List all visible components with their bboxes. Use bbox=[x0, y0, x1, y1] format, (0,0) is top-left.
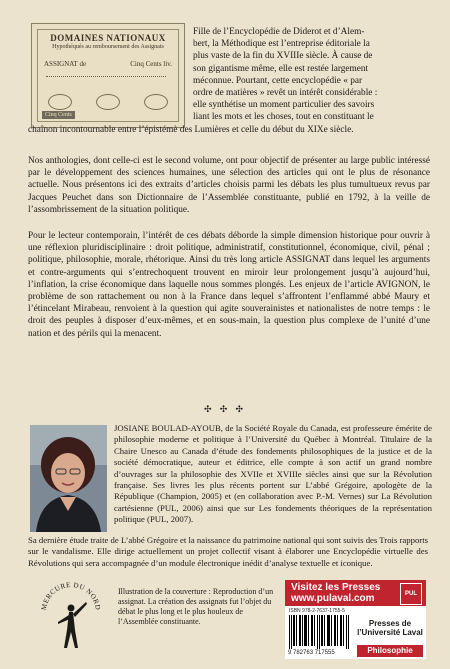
intro-line: son gigantisme même, elle est restée largement bbox=[193, 63, 369, 74]
assignat-frame bbox=[37, 29, 179, 122]
publisher-banner bbox=[285, 580, 426, 606]
assignat-amount-right: Cinq Cents liv. bbox=[130, 60, 172, 68]
publisher-name: Presses de l’Université Laval bbox=[357, 619, 423, 637]
intro-line: liant les mots et les choses, tout en constituant le bbox=[193, 112, 374, 123]
publisher-visit-text: Visitez les Presses bbox=[291, 582, 381, 593]
intro-last-line: chaînon incontournable entre l’épistémè des Lumières et celle du début du XIXe siècle. bbox=[28, 125, 354, 135]
barcode-number: 9 782763 717555 bbox=[288, 650, 335, 656]
assignat-illustration bbox=[31, 23, 185, 128]
barcode-panel bbox=[285, 606, 426, 659]
intro-paragraph bbox=[193, 26, 429, 124]
seal-icon bbox=[96, 94, 120, 110]
intro-line: Fille de l’Encyclopédie de Diderot et d’Alem- bbox=[193, 27, 365, 37]
assignat-amount bbox=[44, 60, 172, 68]
assignat-title: DOMAINES NATIONAUX bbox=[50, 33, 166, 43]
collection-logo bbox=[40, 582, 102, 654]
assignat-subtitle: Hypothéqués au remboursement des Assignats bbox=[52, 44, 164, 50]
intro-line: elle synthétise un moment particulier des savoirs bbox=[193, 100, 375, 111]
barcode-icon bbox=[288, 615, 352, 649]
seal-icon bbox=[48, 94, 72, 110]
pul-logo-icon: PUL bbox=[400, 583, 422, 605]
publisher-url: www.pulaval.com bbox=[291, 593, 375, 604]
author-bio: JOSIANE BOULAD-AYOUB, de la Société Royale du Canada, est professeure émérite de philosophie moderne et politique à l’Université du Québec à Montréal. Titulaire de la Chaire Unesco au Canada d’étude des fondements philosophiques de la justice et de la société démocratique, auteur et éditrice, elle compte à son actif un grand nombre d’ouvrages sur la philosophie des XVIIe et XVIIIe siècles ainsi que sur la Révolution française. Ses livres les plus récents portent sur L’abbé Grégoire, apologète de la République (Champion, 2005) et (en collaboration avec P.-M. Vernes) sur La Révolution cartésienne (PUL, 2006) ainsi que sur Les fondements théoriques de la représentation politique (PUL, 2007). bbox=[114, 423, 432, 525]
assignat-seals bbox=[48, 92, 168, 110]
mercury-figure-icon bbox=[58, 602, 87, 648]
intro-line: ordre de matières » revêt un intérêt considérable : bbox=[193, 88, 378, 99]
author-bio-continued: Sa dernière étude traite de L’abbé Grégoire et la naissance du patrimoine national qui sont suivis des Trois rapports sur le vandalisme. Elle dirige actuellement un projet collectif visant à élaborer une Encyclopédie virtuelle des Révolutions qui sera accompagnée d’un module électronique inédit d’analyse textuelle et iconique. bbox=[28, 535, 428, 568]
cover-illustration-caption: Illustration de la couverture : Reproduction d’un assignat. La création des assignats fut l’objet du débat le plus long et le plus houleux de l’Assemblée constituante. bbox=[118, 587, 274, 626]
seal-icon bbox=[144, 94, 168, 110]
intro-line: plus vaste de la fin du XVIIIe siècle. À cause de bbox=[193, 51, 373, 62]
anthology-paragraph: Nos anthologies, dont celle-ci est le second volume, ont pour objectif de présenter au large public intéressé par le développement des sciences humaines, une sélection des articles qui ont le plus de résonance actuelle. Nous présentons ici des extraits d’articles choisis parmi les débats les plus tumultueux revus par Jacques Peuchet dans son Dictionnaire de l’Assemblée constituante, publié en 1792, à la veille de l’assombrissement de la situation politique. bbox=[28, 156, 430, 215]
collection-tag: Philosophie bbox=[357, 645, 423, 657]
intro-line: bert, la Méthodique est l’entreprise éditoriale la bbox=[193, 39, 370, 50]
isbn-label: ISBN 978-2-7637-1755-5 bbox=[289, 608, 345, 614]
section-separator: ✣ ✣ ✣ bbox=[203, 404, 247, 414]
collection-logo-text: MERCURE DU NORD bbox=[40, 582, 102, 611]
debates-paragraph: Pour le lecteur contemporain, l’intérêt de ces débats déborde la simple dimension historique pour ouvrir à une réflexion pluridisciplinaire : droit politique, administratif, constitutionnel, économique, civil, pénal ; politique, philosophie, morale, rhétorique. Ainsi du très long article ASSIGNAT dans lequel les arguments et contre-arguments qui s’entrechoquent trouvent en miroir leur prolongement jusqu’à aujourd’hui, l’inflation, la crise économique dans laquelle nous sommes plongés. Les enjeux de l’article AVIGNON, le problème de son rattachement ou non à la France dans lequel s’affrontent l’enflammé abbé Maury et l’étincelant Mirabeau, renvoient à la question qui agite souverainistes et nationalistes de notre temps : le droit des peuples à disposer d’eux-mêmes, et en sous-main, la question plus complexe de l’unité d’une nation et des périls qui la menacent. bbox=[28, 231, 430, 339]
intro-line: méconnue. Pourtant, cette encyclopédie « par bbox=[193, 75, 363, 86]
assignat-footer: Cinq Cents bbox=[42, 111, 75, 119]
assignat-amount-left: ASSIGNAT de bbox=[44, 60, 87, 68]
author-photo bbox=[30, 425, 107, 532]
assignat-signature-line bbox=[46, 76, 166, 87]
